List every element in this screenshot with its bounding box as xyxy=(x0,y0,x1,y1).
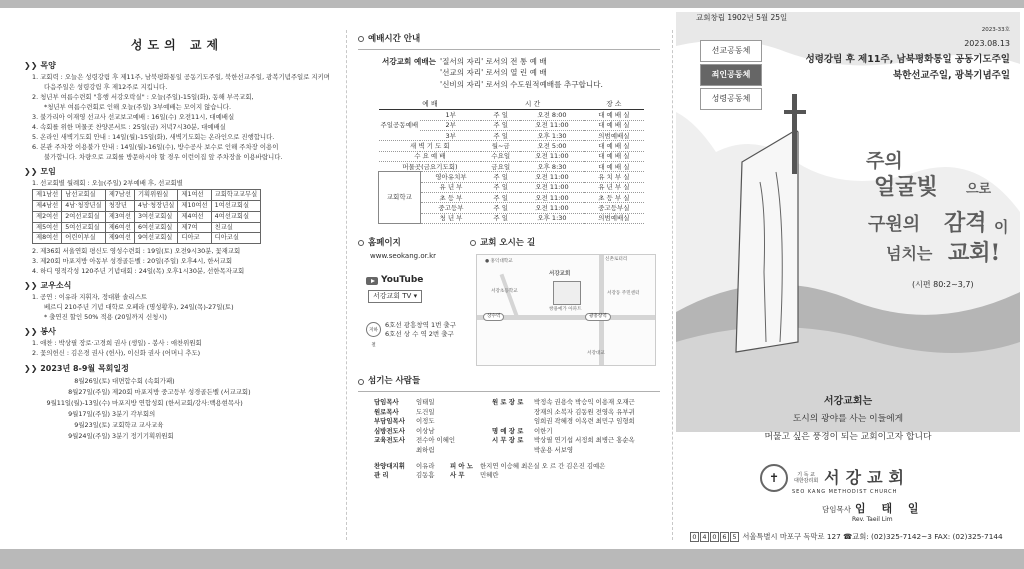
staff-row: 박운용 서보영 xyxy=(534,446,574,455)
table-cell: 제3여선 xyxy=(105,211,134,222)
calendar-row: 8월26일(토) 대면합수회 (속회가패) xyxy=(74,377,175,386)
calendar-row: 9월23일(토) 교회학교 교사교육 xyxy=(74,421,164,430)
table-cell: 4여선교회실 xyxy=(211,211,261,222)
mission-line: 머물고 싶은 풍경이 되는 교회이고자 합니다 xyxy=(764,432,932,442)
section-heading-pastoral: ❯❯ 목양 xyxy=(24,61,56,70)
homepage-link[interactable]: www.seokang.or.kr xyxy=(370,252,436,261)
mission-line: 도시의 광야를 사는 이들에게 xyxy=(792,414,904,424)
table-cell: 3여선교회실 xyxy=(134,211,177,222)
list-item: *청년부 여름수련회로 인해 오늘(주일) 3부예배는 모이지 않습니다. xyxy=(44,103,231,111)
chevron-right-icon: ❯❯ xyxy=(24,281,38,291)
staff-row: 원 로 장 로 박정속 권용숙 박승익 이용재 오재근 xyxy=(492,398,635,407)
map-station: 광흥창역 xyxy=(585,313,611,321)
table-cell: 제9여선 xyxy=(105,233,134,244)
table-row xyxy=(33,211,261,222)
calendar-row: 8월27일(주일) 제20회 마포지방 중고등부 성경골든벨 (서교교회) xyxy=(68,388,251,397)
table-row: 유 년 부 주 일 오전 11:00 유 년 부 실 xyxy=(379,182,645,192)
table-cell: 교회학교교무실 xyxy=(211,190,261,201)
fold-line-right xyxy=(672,30,673,540)
map-label: 서강교회 xyxy=(549,271,571,278)
staff-row: 임희권 곽혜경 이옥련 최민구 임형희 xyxy=(534,417,635,426)
staff-row: 최하림 xyxy=(416,446,435,455)
staff-row: 원로목사 도건일 xyxy=(374,407,435,416)
zip-digit: 6 xyxy=(720,532,729,542)
list-item: 3. 제20회 마포지방 아동부 성경골든벨 : 20일(주일) 오후4시, 한서교회 xyxy=(32,257,233,266)
staff-row: 교육전도사 전수아 이혜인 xyxy=(374,436,456,445)
table-cell: 제1남선 xyxy=(33,190,62,201)
bulletin-title: 성도의 교제 xyxy=(130,38,224,52)
staff-row: 장재의 소복자 김동원 전영옥 유부귀 xyxy=(534,407,635,416)
bible-verse: (시편 80:2~3,7) xyxy=(912,280,974,289)
table-cell: 디아코실 xyxy=(211,233,261,244)
table-cell: 4남·청장년실 xyxy=(134,200,177,211)
church-building xyxy=(736,130,798,352)
table-cell: 제10여선 xyxy=(178,200,211,211)
list-item: 2. 꽃의헌신 : 김은경 권사 (헌사), 이신화 권사 (어머니 추도) xyxy=(32,349,201,358)
list-item: 6. 본관 주차장 이용불가 안내 : 14일(월)-16일(수), 방수공사 보수로 인해 주차장 이용이 xyxy=(32,143,279,151)
table-cell: 제7남선 xyxy=(105,190,134,201)
pastor-name: 담임목사 임 태 일 xyxy=(822,502,925,515)
list-item: 베르디 210주년 기념 대학로 오페라 (명성황후), 24일(목)-27일(토) xyxy=(44,303,234,312)
founded-date: 교회창립 1902년 5월 25일 xyxy=(696,13,788,22)
chevron-right-icon: ❯❯ xyxy=(24,167,38,176)
meeting-room-table xyxy=(32,189,261,244)
circle-bullet-icon xyxy=(358,379,364,385)
map-label: 신촌로터리 xyxy=(605,257,628,263)
list-item: * 출연진 할인 50% 적용 (20일까지 신청시) xyxy=(44,313,167,322)
column-header: 예 배 xyxy=(379,99,482,110)
headline: 성령강림 후 제11주, 남북평화통일 공동기도주일 xyxy=(805,54,1010,65)
church-name-en: SEO KANG METHODIST CHURCH xyxy=(792,489,898,495)
zip-digit: 0 xyxy=(710,532,719,542)
chevron-right-icon: ❯❯ xyxy=(24,364,41,374)
table-cell: 9여선교회실 xyxy=(134,233,177,244)
table-header-row xyxy=(379,99,645,110)
table-row xyxy=(33,190,261,201)
table-cell: 제7여 xyxy=(178,222,211,233)
worship-schedule-table xyxy=(378,99,644,224)
worship-heading: 예배시간 안내 xyxy=(358,34,660,45)
list-item: 4. 속회를 위한 머물곳 찬양콘서트 : 25일(금) 저녁7시30분, 대예배실 xyxy=(32,123,226,131)
subway-line: 6호선 광흥창역 1번 출구 xyxy=(385,321,456,330)
table-cell: 2여선교회실 xyxy=(62,211,105,222)
table-row: 초 등 부 주 일 오전 11:00 초 등 부 실 xyxy=(379,192,645,202)
church-logo: ✝ 기 독 교 대한감리회 서강교회 xyxy=(760,464,910,492)
list-item: 2. 제36회 서울연회 평신도 영성수련회 : 19일(토) 오전9시30분, 꽃재교회 xyxy=(32,247,241,256)
issue-number: 2023-33호 xyxy=(981,27,1010,33)
table-cell: 제8여선 xyxy=(33,233,62,244)
headline: 북한선교주일, 광복기념주일 xyxy=(892,70,1010,81)
theme-text: 얼굴빛 xyxy=(874,174,938,200)
table-cell: 제6여선 xyxy=(105,222,134,233)
youtube-heading: YouTube xyxy=(366,275,470,286)
column-header: 장 소 xyxy=(584,99,644,110)
theme-text: 교회! xyxy=(948,240,1001,266)
staff-row: 관 리 김동흠 사 무 민혜란 xyxy=(374,471,499,480)
subway-icon: 지하철 xyxy=(366,322,381,337)
church-name: 서강교회 xyxy=(824,468,910,487)
pastor-name-en: Rev. Taeil Lim xyxy=(852,516,893,523)
staff-row: 찬양대지휘 이유라 피 아 노 한지연 이승혜 최은실 오 르 간 김은진 김예은 xyxy=(374,461,606,470)
calendar-row: 9월11일(월)-13일(수) 마포지방 연합성회 (한서교회/강사:백용현목사) xyxy=(46,399,243,408)
table-row: 수 요 예 배 수요일 오전 11:00 대 예 배 실 xyxy=(379,151,645,161)
divider xyxy=(358,391,660,392)
calendar-heading: ❯❯ 2023년 8-9월 목회일정 xyxy=(24,364,129,374)
list-item: 2. 청년부 여름수련회 "흥행 서강오락실" : 오늘(주일)-15일(화), 동해 부곡교회, xyxy=(32,93,254,101)
school-label: 교회학교 xyxy=(379,172,421,224)
worship-intro: 서강교회 예배는 '질서의 자리' 로서의 전 통 예 배 '선교의 자리' 로서의 열 린 예 배 '신비의 자리' 로서의 수도원적예배를 추구합니다. xyxy=(382,56,603,90)
theme-text: 감격 xyxy=(944,210,987,236)
table-cell: 어린이부실 xyxy=(62,233,105,244)
directions-heading: 교회 오시는 길 xyxy=(470,238,660,249)
bottom-gray-bar xyxy=(0,549,1024,569)
zip-digit: 4 xyxy=(700,532,709,542)
table-row: 2부 주 일 오전 11:00 대 예 배 실 xyxy=(379,120,645,130)
community-tabs xyxy=(700,40,762,112)
table-row xyxy=(33,200,261,211)
bulletin-date: 2023.08.13 xyxy=(964,39,1010,48)
list-item: 다음주일은 성령강림 후 제12주로 지킵니다. xyxy=(44,83,168,91)
tab-sinners[interactable]: 죄인공동체 xyxy=(700,64,762,86)
map-label: 쌍용예가 아파트 xyxy=(549,307,582,313)
tab-spirit[interactable]: 성령공동체 xyxy=(700,88,762,110)
map-label: 서강동 주민센터 xyxy=(607,291,640,297)
location-map xyxy=(476,254,656,366)
table-cell: 남선교회실 xyxy=(62,190,105,201)
map-station: 상수역 xyxy=(483,313,504,321)
fold-line-left xyxy=(346,30,347,540)
table-cell: 제1여선 xyxy=(178,190,211,201)
theme-text: 으로 xyxy=(966,182,992,197)
circle-bullet-icon xyxy=(358,36,364,42)
staff-row: 심방전도사 이상남 xyxy=(374,426,435,435)
section-heading-meetings: ❯❯ 모임 xyxy=(24,167,56,176)
list-item: 1. 교회력 : 오늘은 성령강림 후 제11주, 남북평화통일 공동기도주일, 북한선교주일, 광복기념주일로 지키며 xyxy=(32,73,330,81)
table-cell: 4남·청장년실 xyxy=(62,200,105,211)
table-cell: 제4남선 xyxy=(33,200,62,211)
map-road xyxy=(599,255,604,366)
cover-panel xyxy=(676,12,1020,546)
calendar-row: 9월24일(주일) 3분기 정기기획위원회 xyxy=(68,432,174,441)
circle-bullet-icon xyxy=(358,240,364,246)
map-label: ● 홍익대학교 xyxy=(485,259,513,265)
table-row xyxy=(33,233,261,244)
table-row: 새 벽 기 도 회 월~금 오전 5:00 대 예 배 실 xyxy=(379,141,645,151)
zip-digit: 5 xyxy=(730,532,739,542)
homepage-heading: 홈페이지 xyxy=(358,238,470,249)
theme-text: 구원의 xyxy=(868,214,921,235)
table-cell: 친교실 xyxy=(211,222,261,233)
list-item: 1. 공연 : 이유라 지휘자, 정대환 솔리스트 xyxy=(32,293,148,302)
map-label: 서강초등학교 xyxy=(491,289,518,295)
list-item: 5. 온라인 새벽기도회 안내 : 14일(월)-15일(화), 새벽기도회는 온라인으로 진행합니다. xyxy=(32,133,275,141)
table-row: 주일공동예배 1부 주 일 오전 8:00 대 예 배 실 xyxy=(379,110,645,120)
divider xyxy=(358,49,660,50)
tab-mission[interactable]: 선교공동체 xyxy=(700,40,762,62)
table-cell: 5여선교회실 xyxy=(62,222,105,233)
list-item: 1. 애찬 : 박상필 장로·고경희 권사 (생일) - 봉사 : 애찬위원회 xyxy=(32,339,202,348)
church-marker xyxy=(553,281,581,305)
table-row xyxy=(33,222,261,233)
mission-lead: 서강교회는 xyxy=(823,396,873,407)
seal-icon: ✝ xyxy=(760,464,788,492)
section-heading-service: ❯❯ 봉사 xyxy=(24,327,56,337)
section-heading-member-news: ❯❯ 교우소식 xyxy=(24,281,72,291)
table-cell: 제5여선 xyxy=(33,222,62,233)
table-cell: 제4여선 xyxy=(178,211,211,222)
circle-bullet-icon xyxy=(470,240,476,246)
subway-line: 6호선 상 수 역 2번 출구 xyxy=(385,329,454,338)
staff-row: 담임목사 임태일 xyxy=(374,398,435,407)
chevron-down-icon: ▾ xyxy=(413,292,418,301)
staff-row: 시 무 장 로 박상필 연기섭 서정희 최병근 홍순옥 xyxy=(492,436,635,445)
list-item: 불가합니다. 차량으로 교회를 방문하시야 할 경우 이런이집 앞 주차장을 이용바랍니다. xyxy=(44,153,283,161)
table-cell: 청장년 xyxy=(105,200,134,211)
address-line: 0 4 0 6 5 서울특별시 마포구 독막로 127 ☎교회: (02)325-7142~3 FAX: (02)325-7144 xyxy=(690,532,1003,542)
list-item: 1. 선교회별 월례회 : 오늘(주일) 2부예배 후, 선교회별 xyxy=(32,179,183,187)
chevron-right-icon: ❯❯ xyxy=(24,327,38,337)
info-panel xyxy=(350,12,668,546)
table-cell: 디아코 xyxy=(178,233,211,244)
table-cell: 6여선교회실 xyxy=(134,222,177,233)
map-label: 서강대교 xyxy=(587,351,605,357)
theme-text: 이 xyxy=(994,218,1009,236)
table-row: 3부 주 일 오후 1:30 의범예배실 xyxy=(379,131,645,141)
theme-text: 주의 xyxy=(866,150,903,172)
youtube-icon xyxy=(366,277,378,285)
staff-section xyxy=(358,376,660,479)
staff-row: 명 예 장 로 이한기 xyxy=(492,426,553,435)
staff-heading: 섬기는 사람들 xyxy=(358,376,660,387)
top-gray-bar xyxy=(0,0,1024,8)
staff-row: 부담임목사 이정도 xyxy=(374,417,435,426)
table-row: 교회학교 영아유치부 주 일 오전 11:00 유 치 부 실 xyxy=(379,172,645,182)
list-item: 4. 하디 영적각성 120주년 기념대회 : 24일(목) 오후1시30분, 선한목자교회 xyxy=(32,267,245,276)
table-cell: 기획위원실 xyxy=(134,190,177,201)
chevron-right-icon: ❯❯ xyxy=(24,61,38,70)
contact-section xyxy=(358,238,660,367)
subway-info xyxy=(366,321,470,349)
cross-vertical xyxy=(792,94,797,174)
column-header: 시 간 xyxy=(481,99,583,110)
cross-horizontal xyxy=(784,110,806,114)
table-cell: 1여선교회실 xyxy=(211,200,261,211)
list-item: 3. 불가리아 이재영 선교사 선교보고예배 : 16일(수) 오전11시, 대예배실 xyxy=(32,113,235,121)
table-row: 청 년 부 주 일 오후 1:30 의범예배실 xyxy=(379,213,645,223)
bulletin-panel xyxy=(4,12,344,546)
table-row: 머물곳(금요기도회) 금요일 오후 8:30 대 예 배 실 xyxy=(379,161,645,171)
calendar-row: 9월17일(주일) 3분기 각부회의 xyxy=(68,410,156,419)
table-row: 중고등부 주 일 오전 11:00 중고등부실 xyxy=(379,203,645,213)
map-road xyxy=(500,274,519,317)
theme-text: 넘치는 xyxy=(886,244,933,263)
table-cell: 제2여선 xyxy=(33,211,62,222)
youtube-channel-select[interactable]: 서강교회 TV ▾ xyxy=(368,290,422,303)
zip-digit: 0 xyxy=(690,532,699,542)
